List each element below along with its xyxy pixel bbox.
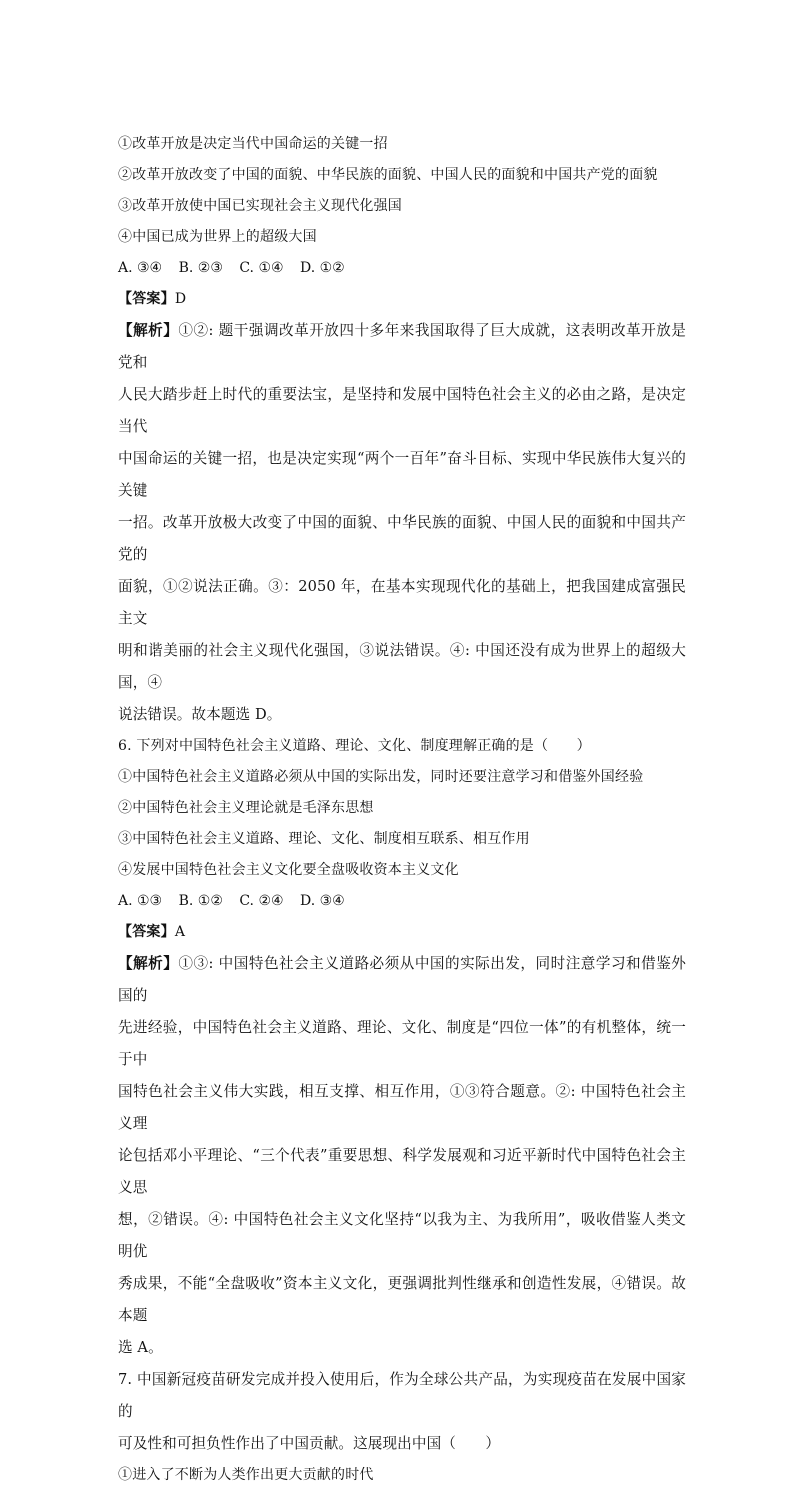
question-content [118, 129, 686, 1491]
q5-analysis-line-6: 明和谐美丽的社会主义现代化强国，③说法错误。④: 中国还没有成为世界上的超级大国，④ [118, 642, 686, 691]
q5-analysis-line-7: 说法错误。故本题选 D。 [118, 706, 282, 723]
q6-analysis-line-1 [118, 948, 686, 1012]
q5-analysis-line-4: 一招。改革开放极大改变了中国的面貌、中华民族的面貌、中国人民的面貌和中国共产党的 [118, 514, 686, 563]
q7-option-1: ①进入了不断为人类作出更大贡献的时代 [118, 1467, 374, 1483]
q6-answer [118, 917, 686, 948]
q5-choice-c: C. ①④ [239, 260, 284, 276]
q5-analysis [118, 315, 686, 731]
q5-option-2: ②改革开放改变了中国的面貌、中华民族的面貌、中国人民的面貌和中国共产党的面貌 [118, 167, 658, 183]
q5-choice-a: A. ③④ [118, 260, 163, 276]
q5-answer-label: 【答案】 [118, 291, 175, 307]
q5-answer-value: D [174, 291, 187, 307]
q7-stem [118, 1364, 686, 1460]
q5-answer [118, 284, 686, 315]
q6-option-4: ④发展中国特色社会主义文化要全盘吸收资本主义文化 [118, 862, 459, 878]
q5-choices [118, 253, 686, 284]
q5-option-1: ①改革开放是决定当代中国命运的关键一招 [118, 136, 388, 152]
q5-analysis-line-1 [118, 315, 686, 379]
q5-option-4: ④中国已成为世界上的超级大国 [118, 229, 317, 245]
q6-answer-value: A [174, 924, 186, 940]
q6-option-1: ①中国特色社会主义道路必须从中国的实际出发，同时还要注意学习和借鉴外国经验 [118, 769, 644, 785]
q6-analysis [118, 948, 686, 1364]
q6-analysis-line-5: 想，②错误。④: 中国特色社会主义文化坚持“以我为主、为我所用”，吸收借鉴人类文明优 [118, 1211, 686, 1260]
q6-choices [118, 886, 686, 917]
q6-choice-d: D. ③④ [300, 893, 345, 909]
q5-analysis-line-5: 面貌，①②说法正确。③：2050 年，在基本实现现代化的基础上，把我国建成富强民主文 [118, 578, 686, 627]
q5-analysis-label: 【解析】 [118, 322, 179, 339]
q6-answer-label: 【答案】 [118, 924, 175, 940]
q6-choice-b: B. ①② [178, 893, 223, 909]
q6-option-2: ②中国特色社会主义理论就是毛泽东思想 [118, 800, 374, 816]
q5-option-3: ③改革开放使中国已实现社会主义现代化强国 [118, 198, 402, 214]
q5-choice-d: D. ①② [300, 260, 345, 276]
q5-analysis-line-3: 中国命运的关键一招，也是决定实现“两个一百年”奋斗目标、实现中华民族伟大复兴的关键 [118, 450, 686, 499]
q6-analysis-text-1: ①③: 中国特色社会主义道路必须从中国的实际出发，同时注意学习和借鉴外国的 [118, 955, 686, 1004]
q5-choice-b: B. ②③ [178, 260, 223, 276]
q6-option-3: ③中国特色社会主义道路、理论、文化、制度相互联系、相互作用 [118, 831, 530, 847]
q7-stem-line-2: 可及性和可担负性作出了中国贡献。这展现出中国（ ） [118, 1435, 501, 1452]
q7-stem-line-1: 7. 中国新冠疫苗研发完成并投入使用后，作为全球公共产品，为实现疫苗在发展中国家的 [118, 1371, 686, 1420]
q6-analysis-line-7: 选 A。 [118, 1339, 163, 1356]
q6-analysis-line-2: 先进经验，中国特色社会主义道路、理论、文化、制度是“四位一体”的有机整体，统一于中 [118, 1019, 686, 1068]
q5-analysis-line-2: 人民大踏步赶上时代的重要法宝，是坚持和发展中国特色社会主义的必由之路，是决定当代 [118, 386, 686, 435]
q6-analysis-label: 【解析】 [118, 955, 179, 972]
q6-analysis-line-3: 国特色社会主义伟大实践，相互支撑、相互作用，①③符合题意。②: 中国特色社会主义理 [118, 1083, 686, 1132]
q5-analysis-text-1: ①②: 题干强调改革开放四十多年来我国取得了巨大成就，这表明改革开放是党和 [118, 322, 686, 371]
q6-stem: 6. 下列对中国特色社会主义道路、理论、文化、制度理解正确的是（ ） [118, 738, 591, 754]
q6-analysis-line-6: 秀成果，不能“全盘吸收”资本主义文化，更强调批判性继承和创造性发展，④错误。故本题 [118, 1275, 686, 1324]
q6-choice-a: A. ①③ [118, 893, 163, 909]
q6-choice-c: C. ②④ [239, 893, 284, 909]
q6-analysis-line-4: 论包括邓小平理论、“三个代表”重要思想、科学发展观和习近平新时代中国特色社会主义思 [118, 1147, 686, 1196]
